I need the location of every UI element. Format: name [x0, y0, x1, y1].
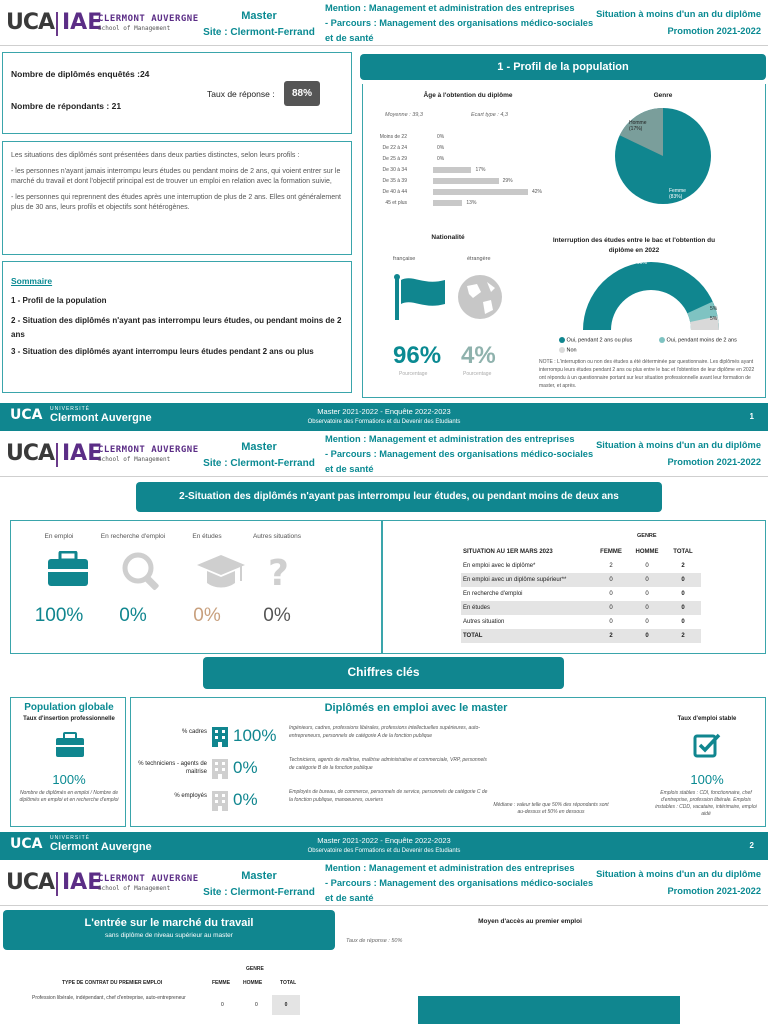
situation-table-panel [382, 520, 766, 654]
checkbox-icon [693, 732, 721, 758]
header-situation: Situation à moins d'un an du diplôme Promotion 2021-2022 [596, 869, 761, 896]
kpi-label: En emploi [44, 533, 74, 540]
stable-title: Taux d'emploi stable [677, 716, 737, 722]
table-cell: 0 [609, 619, 613, 625]
category-value: 0% [233, 758, 258, 777]
table-row [461, 559, 701, 573]
table-cell: Autres situation [463, 619, 505, 625]
table-cell: 0 [629, 601, 665, 615]
age-bar [433, 189, 528, 195]
table-cell: En emploi avec un diplôme supérieur** [461, 573, 593, 587]
logo-divider [56, 443, 58, 467]
table-row [461, 615, 701, 629]
age-bar-value: 0% [437, 145, 445, 151]
nat-etr-value: 4% [461, 342, 496, 369]
contrat-head-label: TYPE DE CONTRAT DU PREMIER EMPLOI [62, 980, 163, 986]
age-bar-label: Moins de 22 [379, 134, 407, 140]
table-cell: 2 [681, 563, 685, 569]
header-situation: Situation à moins d'un an du diplôme Promotion 2021-2022 [596, 9, 761, 36]
intro-p1: Les situations des diplômés sont présentées dans deux parties distinctes, selon leurs profils : [11, 152, 300, 159]
legend-item-1: Oui, pendant 2 ans ou plus [559, 337, 632, 343]
page-header [0, 0, 768, 46]
category-label: % cadres [181, 729, 207, 735]
footer-clermont: Clermont Auvergne [50, 841, 152, 853]
iae-logo: IAE [62, 441, 103, 466]
taux-badge: 88% [284, 81, 320, 106]
category-description: Ingénieurs, cadres, professions libérales, professions intellectuelles supérieures, auto-entrepreneurs, personnels de catégorie A de la fonction publique [289, 725, 480, 739]
age-bar-label: 45 et plus [385, 200, 407, 206]
table-cell: 2 [609, 563, 613, 569]
age-bar-label: De 25 à 29 [382, 156, 407, 162]
iae-logo: IAE [62, 870, 103, 895]
moyen-acces-title: Moyen d'accès au premier emploi [478, 918, 582, 925]
repondants-line: Nombre de répondants : 21 [11, 101, 122, 111]
interruption-label-b: 5% [710, 316, 718, 322]
genre-femme-label: Femme (83%) [669, 188, 686, 200]
sommaire-title[interactable]: Sommaire [11, 276, 53, 286]
table-cell: 0 [645, 619, 649, 625]
table-cell: 0 [665, 601, 701, 615]
table-header-row [461, 545, 701, 559]
table-cell: 0 [629, 573, 665, 587]
table-cell: 0 [681, 591, 685, 597]
table-cell: 0 [681, 619, 685, 625]
category-label: % techniciens - agents de maitrise [138, 761, 207, 775]
age-bar-chart [363, 134, 563, 214]
header-mention: Mention : Management et administration des entreprises - Parcours : Management des organisations médico-sociales et de santé [325, 3, 594, 43]
table-header-cell: HOMME [635, 549, 659, 555]
page-footer [0, 403, 768, 431]
header-mention: Mention : Management et administration des entreprises - Parcours : Management des organisations médico-sociales et de santé [325, 863, 594, 903]
contrat-head-femme: FEMME [212, 980, 231, 986]
interruption-half-donut [581, 260, 721, 334]
table-row [461, 601, 701, 615]
header-mention: Mention : Management et administration des entreprises - Parcours : Management des organisations médico-sociales et de santé [325, 434, 594, 474]
footer-page-number: 1 [749, 412, 754, 421]
interruption-title: Interruption des études entre le bac et l'obtention du diplôme en 2022 [552, 237, 716, 254]
table-header-cell: FEMME [600, 549, 622, 555]
table-cell: 0 [645, 563, 649, 569]
pop-value: 100% [52, 772, 86, 787]
table-cell: 0 [665, 573, 701, 587]
building-icon [211, 726, 229, 750]
table-cell: En recherche d'emploi [463, 591, 523, 597]
nat-fr-value: 96% [393, 342, 442, 369]
header-master: Master [241, 10, 277, 22]
moyen-acces-bar [418, 996, 680, 1024]
section-2-title: 2-Situation des diplômés n'ayant pas interrompu leur études, ou pendant moins de deux ans [136, 482, 662, 512]
building-icon [211, 790, 229, 814]
search-icon [121, 551, 163, 593]
building-icon [211, 758, 229, 782]
category-value: 100% [233, 726, 277, 745]
sommaire-item-2[interactable]: 2 - Situation des diplômés n'ayant pas interrompu leurs études, ou pendant moins de 2 ans [11, 316, 342, 339]
age-bar-label: De 30 à 34 [382, 167, 407, 173]
category-description: Techniciens, agents de maîtrise, maîtrise administrative et commerciale, VRP, personnels de catégorie B de la fonction publique [289, 757, 487, 771]
counts-box [2, 52, 352, 134]
table-cell: 0 [629, 629, 665, 643]
marche-travail-title-box [3, 910, 335, 950]
header-situation: Situation à moins d'un an du diplôme Promotion 2021-2022 [596, 440, 761, 467]
table-row [461, 587, 701, 601]
table-cell: 0 [609, 591, 613, 597]
kpi-value: 0% [193, 605, 221, 626]
table-cell: En études [461, 601, 593, 615]
pop-note: Nombre de diplômés en emploi / Nombre de diplômés en emploi et en recherche d'emploi [19, 790, 119, 803]
interruption-note: NOTE : L'interruption ou non des études a été déterminée par questionnaire. Les diplômés ayant interrompu leurs études pendant 2 ans ou plus entre le bac et l'obtention de leur diplôme en 2022 ont répondu à un questionnaire portant sur leur situation professionnelle avant leur formation de master, et après. [539, 359, 755, 389]
footer-page-number: 2 [749, 841, 754, 850]
table-cell: 0 [645, 591, 649, 597]
table-row [461, 573, 701, 587]
legend-dot [559, 337, 565, 343]
stable-value: 100% [690, 772, 724, 787]
clermont-auvergne-logo-text: CLERMONT AUVERGNE School of Management [98, 874, 199, 892]
uca-logo: UCA [6, 441, 55, 466]
kpi-label: Autres situations [252, 533, 302, 540]
age-bar-value: 29% [502, 178, 513, 184]
pop-sub: Taux d'insertion professionnelle [23, 716, 115, 722]
question-icon [265, 551, 295, 593]
page-footer [0, 832, 768, 860]
kpi-row [11, 521, 383, 655]
category-value: 0% [233, 790, 258, 809]
nat-fr-label: française [393, 256, 416, 262]
contrat-row-homme: 0 [255, 1002, 258, 1008]
genre-title: Genre [653, 92, 673, 99]
marche-travail-subtitle: sans diplôme de niveau supérieur au master [105, 932, 233, 939]
table-cell: 2 [593, 629, 629, 643]
genre-pie [613, 106, 713, 206]
mediane-note: Médiane : valeur telle que 50% des répondants sont au-dessus et 50% en dessous [493, 802, 609, 815]
diplomes-emploi-box [130, 697, 766, 827]
table-cell: 2 [665, 629, 701, 643]
logo-divider [56, 12, 58, 36]
age-bar-value: 42% [532, 189, 543, 195]
clermont-auvergne-logo-text: CLERMONT AUVERGNE School of Management [98, 445, 199, 463]
footer-survey: Master 2021-2022 - Enquête 2022-2023 Observatoire des Formations et du Devenir des Etudiants [307, 407, 461, 425]
taux-reponse-3: Taux de réponse : 50% [346, 938, 403, 944]
population-globale-box [10, 697, 126, 827]
contrat-row-label: Profession libérale, indépendant, chef d'entreprise, auto-entrepreneur [32, 995, 186, 1001]
clermont-auvergne-logo-text: CLERMONT AUVERGNE School of Management [98, 14, 199, 32]
footer-uca-logo: UCA [10, 407, 43, 423]
age-bar [433, 167, 471, 173]
legend-item-2: Oui, pendant moins de 2 ans [659, 337, 737, 343]
age-bar [433, 200, 462, 206]
category-label: % employés [174, 793, 207, 799]
nat-etr-pct-label: Pourcentage [463, 371, 492, 377]
page-header [0, 860, 768, 906]
table-cell: TOTAL [461, 629, 593, 643]
uca-logo: UCA [6, 870, 55, 895]
legend-dot [559, 347, 565, 353]
situation-table [461, 545, 701, 643]
age-moyenne: Moyenne : 39,3 [385, 112, 423, 118]
header-site: Site : Clermont-Ferrand [203, 458, 315, 469]
age-ecart: Ecart type : 4,3 [471, 112, 508, 118]
taux-label: Taux de réponse : [207, 89, 275, 99]
table-genre-header: GENRE [637, 533, 657, 539]
footer-survey: Master 2021-2022 - Enquête 2022-2023 Observatoire des Formations et du Devenir des Etudiants [307, 836, 461, 854]
age-bar-label: De 22 à 24 [382, 145, 407, 151]
kpi-panel [10, 520, 382, 654]
stable-note: Emplois stables : CDI, fonctionnaire, chef d'entreprise, profession libérale. Emplois instables : CDD, vacataire, intérimaire, emploi aidé [655, 790, 757, 817]
interruption-top-label: 90% [637, 260, 648, 266]
table-cell: 0 [593, 601, 629, 615]
category-description: Employés de bureau, de commerce, personnels de service, personnels de catégorie C de la fonction publique, manoeuvres, ouvriers [289, 789, 488, 803]
table-header-cell: TOTAL [673, 549, 693, 555]
dipl-title: Diplômés en emploi avec le master [324, 702, 508, 714]
age-bar-label: De 35 à 39 [382, 178, 407, 184]
legend-item-3: Non [559, 347, 577, 353]
footer-clermont: Clermont Auvergne [50, 412, 152, 424]
flag-icon [393, 274, 449, 322]
header-site: Site : Clermont-Ferrand [203, 887, 315, 898]
legend-dot [659, 337, 665, 343]
genre-homme-label: Homme (17%) [629, 120, 647, 132]
intro-box [2, 141, 352, 255]
table-cell: En emploi avec le diplôme* [463, 563, 536, 569]
table-row [461, 629, 701, 643]
briefcase-icon [55, 732, 85, 758]
briefcase-icon [47, 551, 89, 589]
table-header-cell: SITUATION AU 1ER MARS 2023 [463, 549, 553, 555]
contrat-row-femme: 0 [221, 1002, 224, 1008]
intro-p3: - les personnes qui reprennent des études après une interruption de plus de 2 ans. Elles ont généralement plus de 30 ans, leurs profils et objectifs sont hétérogènes. [11, 193, 341, 211]
contrat-genre-header: GENRE [246, 966, 264, 972]
contrat-head-total: TOTAL [280, 980, 297, 986]
sommaire-item-3[interactable]: 3 - Situation des diplômés ayant interrompu leurs études pendant 2 ans ou plus [11, 347, 314, 356]
footer-universite: UNIVERSITÉ [50, 835, 91, 841]
table-cell: 0 [593, 573, 629, 587]
logo-divider [56, 872, 58, 896]
age-bar [433, 178, 499, 184]
footer-uca-logo: UCA [10, 836, 43, 852]
age-bar-value: 0% [437, 134, 445, 140]
age-title: Âge à l'obtention du diplôme [423, 92, 513, 99]
age-bar-value: 13% [466, 200, 477, 206]
chiffres-cles-title: Chiffres clés [203, 657, 564, 689]
interruption-label-a: 5% [710, 306, 718, 312]
nationalite-title: Nationalité [431, 234, 465, 241]
kpi-label: En recherche d'emploi [100, 533, 166, 540]
profil-title: 1 - Profil de la population [360, 54, 766, 80]
contrat-head-homme: HOMME [243, 980, 263, 986]
header-master: Master [241, 870, 277, 882]
nat-etr-label: étrangère [467, 256, 491, 262]
age-bar-value: 17% [475, 167, 486, 173]
sommaire-item-1[interactable]: 1 - Profil de la population [11, 296, 107, 305]
category-rows [131, 724, 491, 824]
age-bar-label: De 40 à 44 [382, 189, 407, 195]
contrat-row-total: 0 [272, 995, 300, 1015]
profil-panel [362, 84, 766, 398]
intro-p2: - les personnes n'ayant jamais interrompu leurs études ou pendant moins de 2 ans, qui voient entrer sur le marché du travail et dont l'objectif principal est de trouver un emploi en relation avec la formation suivie, [11, 167, 341, 185]
nat-fr-pct-label: Pourcentage [399, 371, 428, 377]
iae-logo: IAE [62, 10, 103, 35]
header-site: Site : Clermont-Ferrand [203, 27, 315, 38]
kpi-value: 0% [263, 605, 291, 626]
sommaire-box [2, 261, 352, 393]
svg-text:?: ? [268, 553, 289, 591]
graduation-cap-icon [195, 551, 247, 593]
enquetes-line: Nombre de diplômés enquêtés :24 [11, 69, 150, 79]
globe-icon [457, 274, 503, 320]
uca-logo: UCA [6, 10, 55, 35]
age-bar-value: 0% [437, 156, 445, 162]
marche-travail-title: L'entrée sur le marché du travail [84, 917, 254, 929]
page-header [0, 431, 768, 477]
footer-universite: UNIVERSITÉ [50, 406, 91, 412]
kpi-value: 100% [34, 605, 84, 626]
kpi-label: En études [192, 533, 222, 540]
header-master: Master [241, 441, 277, 453]
pop-title: Population globale [24, 702, 114, 713]
kpi-value: 0% [119, 605, 147, 626]
